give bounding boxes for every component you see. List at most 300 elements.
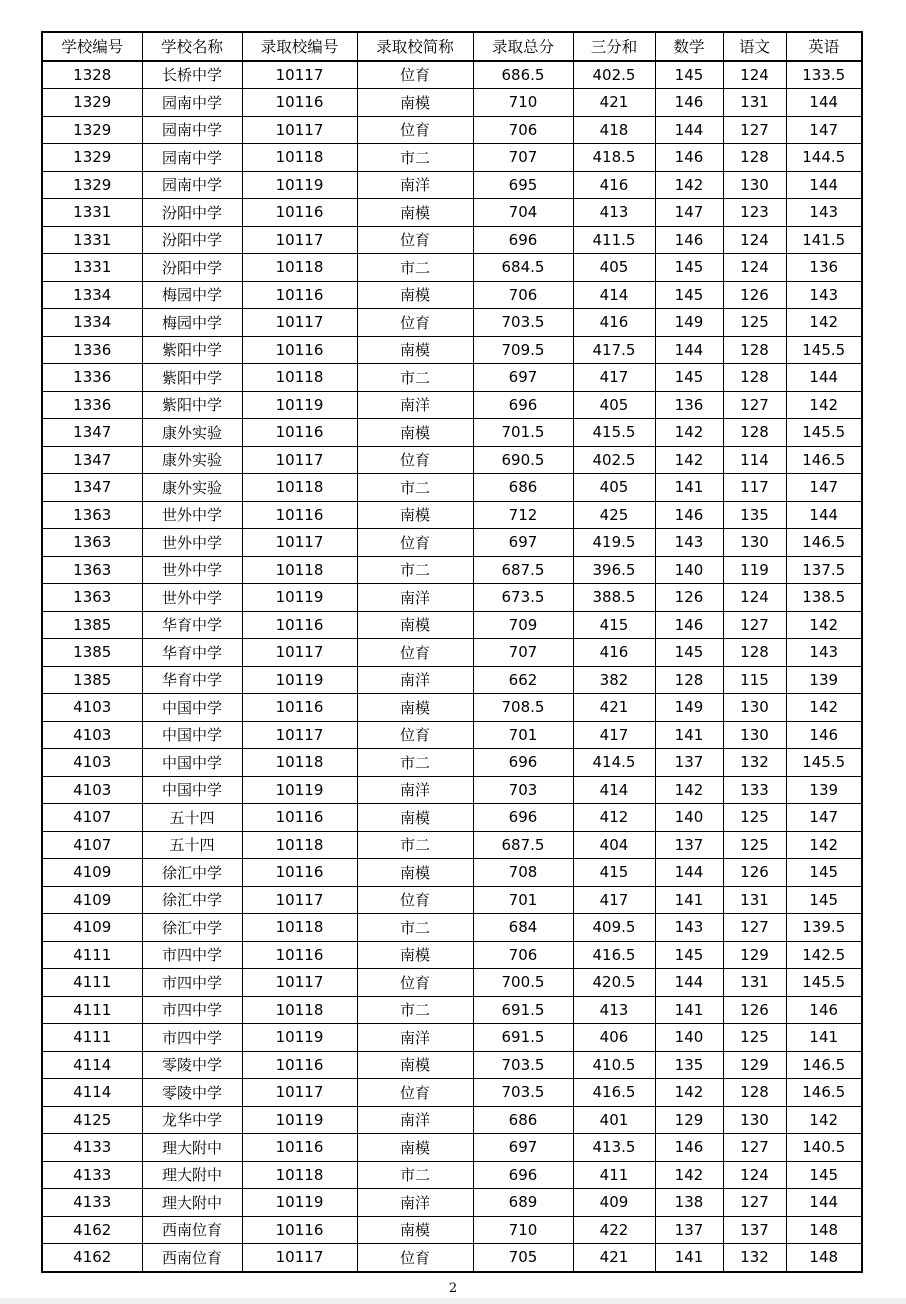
table-cell: 124 [723,1161,786,1189]
table-cell: 徐汇中学 [142,886,242,914]
table-cell: 理大附中 [142,1189,242,1217]
table-cell: 412 [573,804,655,832]
table-cell: 10118 [242,144,357,172]
table-cell: 416.5 [573,1079,655,1107]
table-cell: 129 [655,1106,723,1134]
table-cell: 142 [786,831,862,859]
column-header: 三分和 [573,32,655,61]
table-cell: 144 [655,116,723,144]
table-cell: 南模 [357,694,473,722]
table-cell: 705 [473,1244,573,1272]
table-cell: 10117 [242,529,357,557]
table-cell: 南模 [357,1051,473,1079]
table-cell: 696 [473,749,573,777]
table-row [42,804,862,832]
table-cell: 南模 [357,1134,473,1162]
table-cell: 康外实验 [142,474,242,502]
table-cell: 690.5 [473,446,573,474]
table-cell: 1363 [42,529,142,557]
table-cell: 汾阳中学 [142,199,242,227]
table-cell: 691.5 [473,996,573,1024]
table-cell: 汾阳中学 [142,254,242,282]
table-cell: 世外中学 [142,529,242,557]
table-cell: 406 [573,1024,655,1052]
table-cell: 10119 [242,391,357,419]
table-cell: 422 [573,1216,655,1244]
table-cell: 710 [473,89,573,117]
table-row [42,501,862,529]
table-row [42,89,862,117]
table-cell: 696 [473,1161,573,1189]
table-cell: 1385 [42,666,142,694]
table-cell: 华育中学 [142,666,242,694]
table-cell: 南洋 [357,1106,473,1134]
table-cell: 128 [723,1079,786,1107]
table-cell: 142 [655,776,723,804]
table-cell: 673.5 [473,584,573,612]
table-row [42,584,862,612]
table-cell: 市四中学 [142,941,242,969]
table-cell: 115 [723,666,786,694]
table-cell: 145 [786,1161,862,1189]
table-row [42,1216,862,1244]
table-cell: 402.5 [573,446,655,474]
table-cell: 紫阳中学 [142,336,242,364]
table-row [42,1161,862,1189]
table-cell: 位育 [357,1244,473,1272]
table-cell: 127 [723,1134,786,1162]
table-cell: 132 [723,1244,786,1272]
table-cell: 世外中学 [142,501,242,529]
column-header: 录取总分 [473,32,573,61]
table-cell: 位育 [357,226,473,254]
table-row [42,226,862,254]
table-cell: 130 [723,721,786,749]
table-cell: 1336 [42,391,142,419]
table-cell: 687.5 [473,556,573,584]
table-cell: 龙华中学 [142,1106,242,1134]
table-cell: 1363 [42,584,142,612]
table-row [42,639,862,667]
table-cell: 137 [655,1216,723,1244]
table-cell: 410.5 [573,1051,655,1079]
table-cell: 4109 [42,886,142,914]
table-row [42,61,862,89]
table-cell: 146 [655,1134,723,1162]
table-cell: 137 [655,831,723,859]
table-cell: 138 [655,1189,723,1217]
table-cell: 140.5 [786,1134,862,1162]
table-cell: 146 [786,996,862,1024]
table-cell: 1336 [42,336,142,364]
table-cell: 703 [473,776,573,804]
table-cell: 143 [786,199,862,227]
table-cell: 南模 [357,89,473,117]
table-cell: 1334 [42,281,142,309]
table-cell: 南模 [357,859,473,887]
table-cell: 143 [786,639,862,667]
table-cell: 南模 [357,501,473,529]
table-cell: 4162 [42,1216,142,1244]
table-cell: 南洋 [357,391,473,419]
table-cell: 位育 [357,721,473,749]
table-cell: 10118 [242,749,357,777]
table-cell: 135 [723,501,786,529]
table-cell: 127 [723,391,786,419]
bottom-scroll-edge [0,1298,906,1304]
table-cell: 位育 [357,886,473,914]
table-cell: 418 [573,116,655,144]
table-cell: 417.5 [573,336,655,364]
table-cell: 4111 [42,1024,142,1052]
table-row [42,721,862,749]
table-cell: 131 [723,969,786,997]
table-cell: 中国中学 [142,776,242,804]
table-cell: 129 [723,1051,786,1079]
table-cell: 416 [573,309,655,337]
table-cell: 西南位育 [142,1216,242,1244]
table-cell: 4107 [42,831,142,859]
table-cell: 144 [655,859,723,887]
table-cell: 139 [786,666,862,694]
table-cell: 南模 [357,419,473,447]
table-row [42,144,862,172]
table-cell: 126 [655,584,723,612]
table-cell: 中国中学 [142,694,242,722]
table-row [42,1079,862,1107]
table-cell: 409.5 [573,914,655,942]
table-cell: 世外中学 [142,556,242,584]
table-cell: 市二 [357,474,473,502]
table-cell: 市四中学 [142,996,242,1024]
table-cell: 135 [655,1051,723,1079]
table-cell: 695 [473,171,573,199]
table-cell: 141 [655,886,723,914]
table-cell: 130 [723,1106,786,1134]
table-cell: 4114 [42,1079,142,1107]
table-cell: 684.5 [473,254,573,282]
table-cell: 147 [786,116,862,144]
table-cell: 144 [786,171,862,199]
table-cell: 706 [473,941,573,969]
table-cell: 10116 [242,694,357,722]
table-cell: 709 [473,611,573,639]
table-cell: 五十四 [142,831,242,859]
table-cell: 697 [473,364,573,392]
table-cell: 汾阳中学 [142,226,242,254]
table-cell: 417 [573,886,655,914]
table-cell: 405 [573,391,655,419]
table-cell: 145.5 [786,749,862,777]
header-row [42,32,862,61]
table-cell: 421 [573,89,655,117]
table-cell: 141 [655,721,723,749]
table-cell: 146.5 [786,1079,862,1107]
table-cell: 南洋 [357,776,473,804]
table-cell: 124 [723,584,786,612]
table-cell: 位育 [357,61,473,89]
column-header: 学校编号 [42,32,142,61]
table-cell: 149 [655,694,723,722]
table-cell: 142 [655,446,723,474]
table-cell: 126 [723,859,786,887]
table-cell: 南洋 [357,666,473,694]
table-cell: 10118 [242,556,357,584]
table-cell: 1328 [42,61,142,89]
table-cell: 126 [723,281,786,309]
table-cell: 413 [573,996,655,1024]
table-cell: 10117 [242,226,357,254]
table-cell: 10117 [242,639,357,667]
table-cell: 4133 [42,1134,142,1162]
table-cell: 125 [723,309,786,337]
table-cell: 415 [573,859,655,887]
admission-scores-table [41,31,863,1273]
table-cell: 园南中学 [142,144,242,172]
table-cell: 703.5 [473,1079,573,1107]
table-cell: 4103 [42,694,142,722]
table-cell: 416.5 [573,941,655,969]
table-row [42,336,862,364]
table-cell: 10116 [242,336,357,364]
table-cell: 10117 [242,886,357,914]
table-cell: 413.5 [573,1134,655,1162]
table-cell: 140 [655,804,723,832]
table-cell: 142 [786,391,862,419]
table-cell: 127 [723,116,786,144]
table-cell: 康外实验 [142,419,242,447]
table-cell: 145 [655,254,723,282]
table-cell: 市二 [357,914,473,942]
table-cell: 141 [655,474,723,502]
table-cell: 南洋 [357,584,473,612]
table-cell: 142 [655,419,723,447]
table-cell: 416 [573,171,655,199]
table-cell: 市二 [357,749,473,777]
table-cell: 世外中学 [142,584,242,612]
table-cell: 706 [473,116,573,144]
table-cell: 145.5 [786,419,862,447]
table-cell: 141 [655,1244,723,1272]
table-cell: 141 [655,996,723,1024]
table-cell: 142 [655,1161,723,1189]
table-cell: 405 [573,254,655,282]
table-cell: 10119 [242,666,357,694]
table-cell: 142 [786,1106,862,1134]
table-cell: 708 [473,859,573,887]
table-cell: 10116 [242,611,357,639]
column-header: 英语 [786,32,862,61]
table-header [42,32,862,61]
table-cell: 418.5 [573,144,655,172]
table-cell: 紫阳中学 [142,364,242,392]
table-cell: 127 [723,914,786,942]
table-cell: 市二 [357,144,473,172]
table-cell: 127 [723,611,786,639]
table-cell: 697 [473,529,573,557]
table-cell: 园南中学 [142,116,242,144]
table-cell: 697 [473,1134,573,1162]
table-cell: 10116 [242,941,357,969]
table-cell: 南模 [357,281,473,309]
table-cell: 709.5 [473,336,573,364]
table-cell: 4109 [42,914,142,942]
table-cell: 华育中学 [142,639,242,667]
table-row [42,309,862,337]
table-cell: 南洋 [357,1189,473,1217]
table-cell: 4111 [42,941,142,969]
table-cell: 117 [723,474,786,502]
table-cell: 415.5 [573,419,655,447]
table-cell: 五十四 [142,804,242,832]
table-cell: 132 [723,749,786,777]
table-cell: 市二 [357,364,473,392]
table-cell: 10118 [242,1161,357,1189]
table-cell: 4103 [42,776,142,804]
table-cell: 1363 [42,501,142,529]
table-cell: 147 [655,199,723,227]
table-row [42,859,862,887]
table-cell: 708.5 [473,694,573,722]
table-cell: 10119 [242,1189,357,1217]
table-cell: 414 [573,281,655,309]
table-cell: 124 [723,61,786,89]
table-cell: 144 [655,969,723,997]
table-cell: 10117 [242,116,357,144]
table-cell: 梅园中学 [142,309,242,337]
table-cell: 146 [655,501,723,529]
table-row [42,1244,862,1272]
table-cell: 位育 [357,969,473,997]
table-cell: 4162 [42,1244,142,1272]
table-cell: 707 [473,144,573,172]
table-cell: 701 [473,886,573,914]
table-cell: 146 [786,721,862,749]
table-cell: 10116 [242,804,357,832]
table-cell: 10119 [242,584,357,612]
table-cell: 144.5 [786,144,862,172]
table-cell: 1329 [42,171,142,199]
table-cell: 4133 [42,1161,142,1189]
table-row [42,694,862,722]
table-cell: 417 [573,364,655,392]
table-cell: 市二 [357,996,473,1024]
table-row [42,474,862,502]
table-row [42,886,862,914]
table-cell: 413 [573,199,655,227]
table-cell: 124 [723,254,786,282]
table-cell: 414.5 [573,749,655,777]
table-cell: 128 [655,666,723,694]
table-cell: 南模 [357,1216,473,1244]
table-cell: 南模 [357,611,473,639]
table-cell: 417 [573,721,655,749]
table-cell: 145 [655,61,723,89]
table-cell: 142 [786,611,862,639]
table-cell: 4125 [42,1106,142,1134]
table-cell: 10116 [242,199,357,227]
table-cell: 10116 [242,501,357,529]
table-cell: 146 [655,226,723,254]
table-cell: 1329 [42,116,142,144]
table-row [42,281,862,309]
table-cell: 位育 [357,529,473,557]
table-cell: 1347 [42,474,142,502]
table-cell: 徐汇中学 [142,859,242,887]
table-cell: 126 [723,996,786,1024]
table-cell: 401 [573,1106,655,1134]
table-cell: 130 [723,694,786,722]
table-cell: 119 [723,556,786,584]
table-cell: 10117 [242,1244,357,1272]
table-row [42,1189,862,1217]
table-cell: 687.5 [473,831,573,859]
table-cell: 141.5 [786,226,862,254]
table-cell: 4103 [42,749,142,777]
table-cell: 1385 [42,639,142,667]
table-cell: 131 [723,886,786,914]
table-cell: 146 [655,611,723,639]
table-row [42,556,862,584]
table-cell: 4107 [42,804,142,832]
table-cell: 零陵中学 [142,1079,242,1107]
table-cell: 南模 [357,804,473,832]
table-cell: 市二 [357,556,473,584]
table-cell: 421 [573,694,655,722]
table-cell: 零陵中学 [142,1051,242,1079]
table-cell: 137.5 [786,556,862,584]
table-cell: 144 [786,89,862,117]
table-cell: 136 [786,254,862,282]
table-cell: 145.5 [786,969,862,997]
table-cell: 145 [655,941,723,969]
table-cell: 707 [473,639,573,667]
table-cell: 147 [786,474,862,502]
table-cell: 位育 [357,639,473,667]
table-cell: 421 [573,1244,655,1272]
table-cell: 130 [723,171,786,199]
table-cell: 144 [655,336,723,364]
table-cell: 146.5 [786,1051,862,1079]
table-cell: 南模 [357,199,473,227]
table-cell: 686 [473,1106,573,1134]
table-cell: 南洋 [357,1024,473,1052]
table-cell: 10116 [242,1216,357,1244]
table-cell: 10117 [242,446,357,474]
table-cell: 1331 [42,254,142,282]
table-cell: 康外实验 [142,446,242,474]
table-cell: 南模 [357,941,473,969]
table-cell: 10118 [242,914,357,942]
table-cell: 142.5 [786,941,862,969]
table-cell: 4103 [42,721,142,749]
table-cell: 10116 [242,1051,357,1079]
table-cell: 419.5 [573,529,655,557]
table-cell: 404 [573,831,655,859]
table-cell: 396.5 [573,556,655,584]
table-row [42,1106,862,1134]
table-cell: 理大附中 [142,1161,242,1189]
table-cell: 143 [655,914,723,942]
table-cell: 位育 [357,309,473,337]
table-cell: 10117 [242,1079,357,1107]
table-cell: 144 [786,1189,862,1217]
table-cell: 704 [473,199,573,227]
table-cell: 703.5 [473,1051,573,1079]
table-cell: 4109 [42,859,142,887]
table-cell: 1334 [42,309,142,337]
table-cell: 686 [473,474,573,502]
